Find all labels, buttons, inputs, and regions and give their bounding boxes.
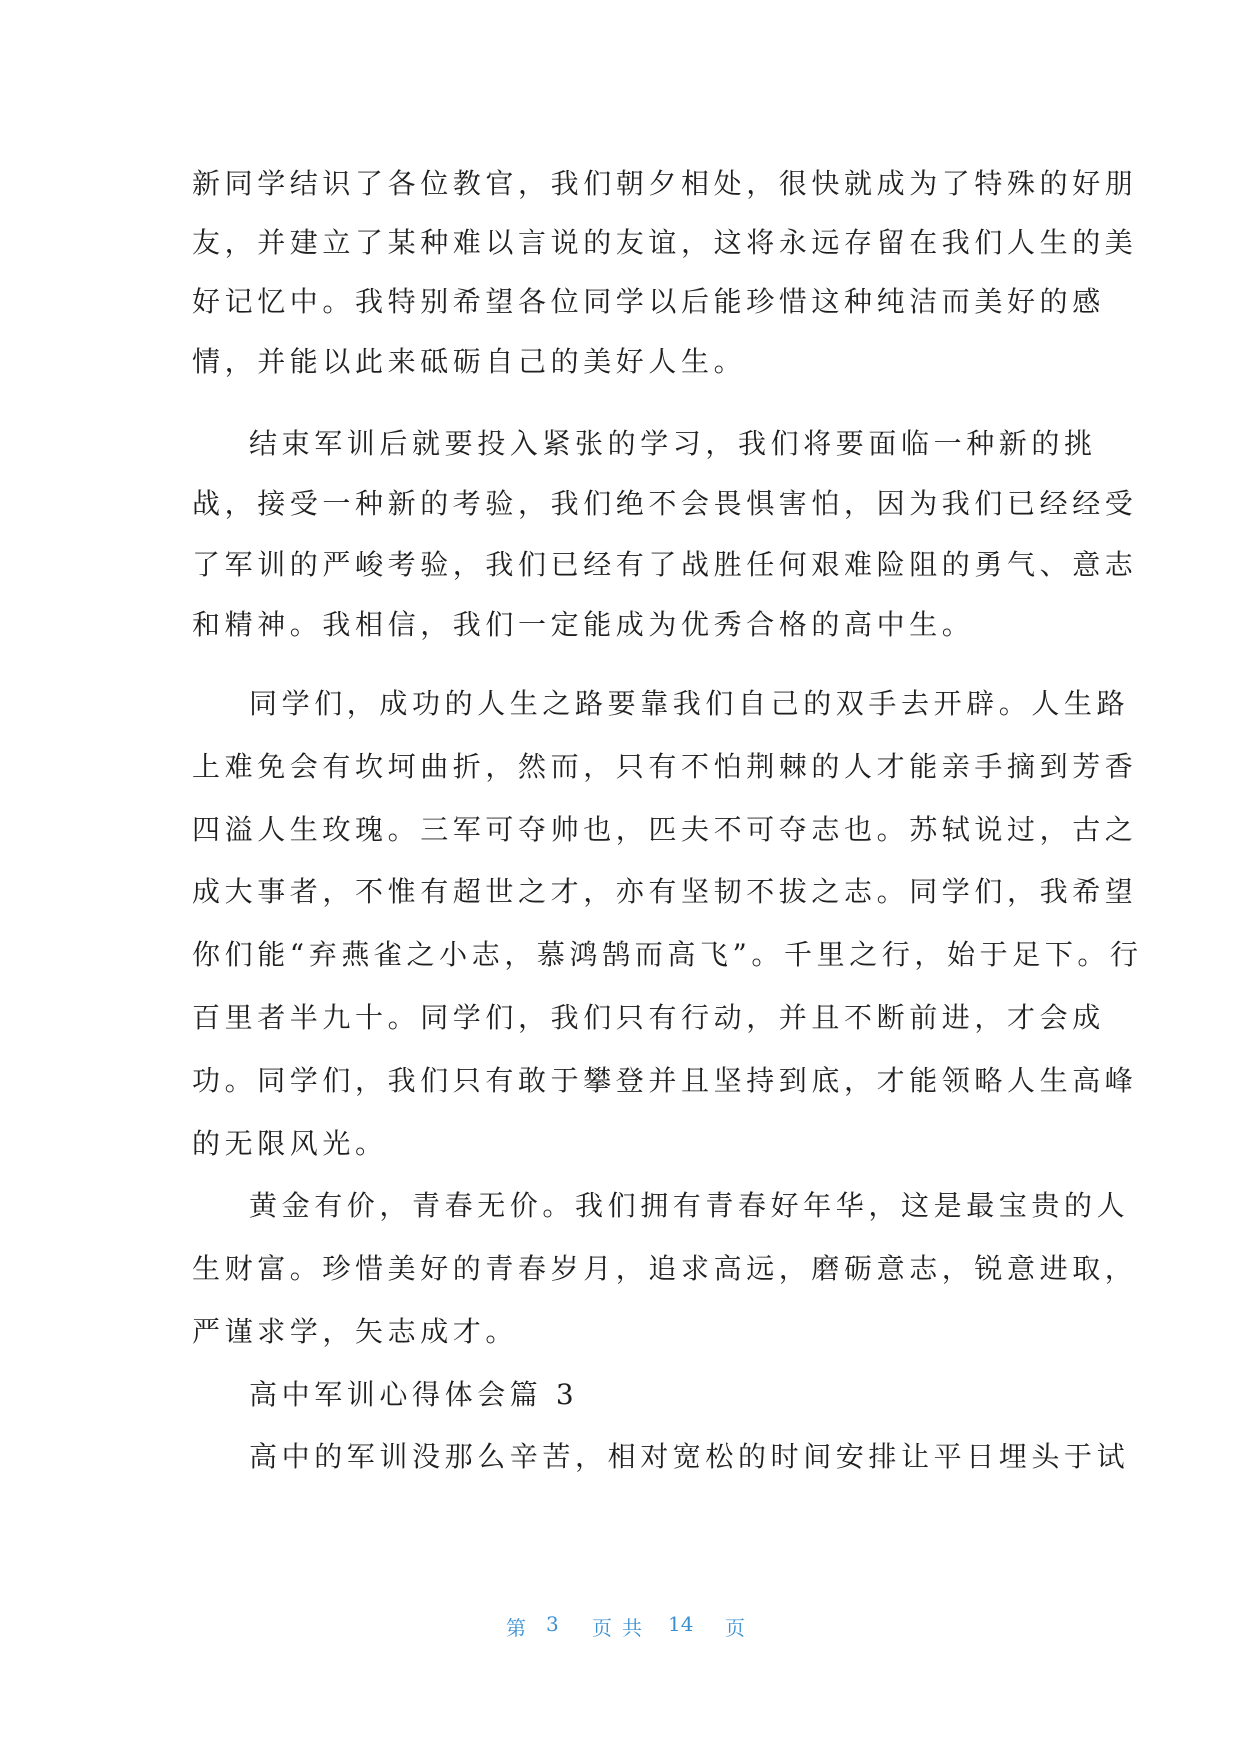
text-line: 了军训的严峻考验，我们已经有了战胜任何艰难险阻的勇气、意志: [192, 548, 1138, 581]
page-footer: [0, 1612, 1241, 1642]
paragraph-first-line: 高中的军训没那么辛苦，相对宽松的时间安排让平日埋头于试: [249, 1440, 1130, 1473]
text-line: 战，接受一种新的考验，我们绝不会畏惧害怕，因为我们已经经受: [192, 487, 1138, 520]
text-line: 生财富。珍惜美好的青春岁月，追求高远，磨砺意志，锐意进取，: [192, 1252, 1138, 1285]
text-line: 友，并建立了某种难以言说的友谊，这将永远存留在我们人生的美: [192, 226, 1138, 259]
text-line: 情，并能以此来砥砺自己的美好人生。: [192, 345, 747, 378]
paragraph-first-line: 黄金有价，青春无价。我们拥有青春好年华，这是最宝贵的人: [249, 1189, 1130, 1222]
footer-total-pages: 14: [668, 1612, 694, 1636]
paragraph-first-line: 结束军训后就要投入紧张的学习，我们将要面临一种新的挑: [249, 427, 1097, 460]
text-line: 好记忆中。我特别希望各位同学以后能珍惜这种纯洁而美好的感: [192, 285, 1105, 318]
text-line: 严谨求学，矢志成才。: [192, 1315, 519, 1348]
text-line: 四溢人生玫瑰。三军可夺帅也，匹夫不可夺志也。苏轼说过，古之: [192, 813, 1138, 846]
text-line: 新同学结识了各位教官，我们朝夕相处，很快就成为了特殊的好朋: [192, 167, 1138, 200]
footer-current-page: 3: [546, 1612, 559, 1636]
footer-label-end: 页: [725, 1616, 745, 1640]
text-line: 上难免会有坎坷曲折，然而，只有不怕荆棘的人才能亲手摘到芳香: [192, 750, 1138, 783]
text-line: 功。同学们，我们只有敢于攀登并且坚持到底，才能领略人生高峰: [192, 1064, 1138, 1097]
text-line: 和精神。我相信，我们一定能成为优秀合格的高中生。: [192, 608, 975, 641]
text-line: 成大事者，不惟有超世之才，亦有坚韧不拔之志。同学们，我希望: [192, 875, 1138, 908]
text-line: 的无限风光。: [192, 1127, 388, 1160]
section-heading: 高中军训心得体会篇 3: [249, 1378, 579, 1411]
paragraph-first-line: 同学们，成功的人生之路要靠我们自己的双手去开辟。人生路: [249, 687, 1130, 720]
footer-label-of: 页共: [592, 1616, 652, 1640]
text-line: 百里者半九十。同学们，我们只有行动，并且不断前进，才会成: [192, 1001, 1105, 1034]
text-line: 你们能“弃燕雀之小志，慕鸿鹄而高飞”。千里之行，始于足下。行: [192, 938, 1143, 971]
footer-label-page: 第: [506, 1616, 526, 1640]
